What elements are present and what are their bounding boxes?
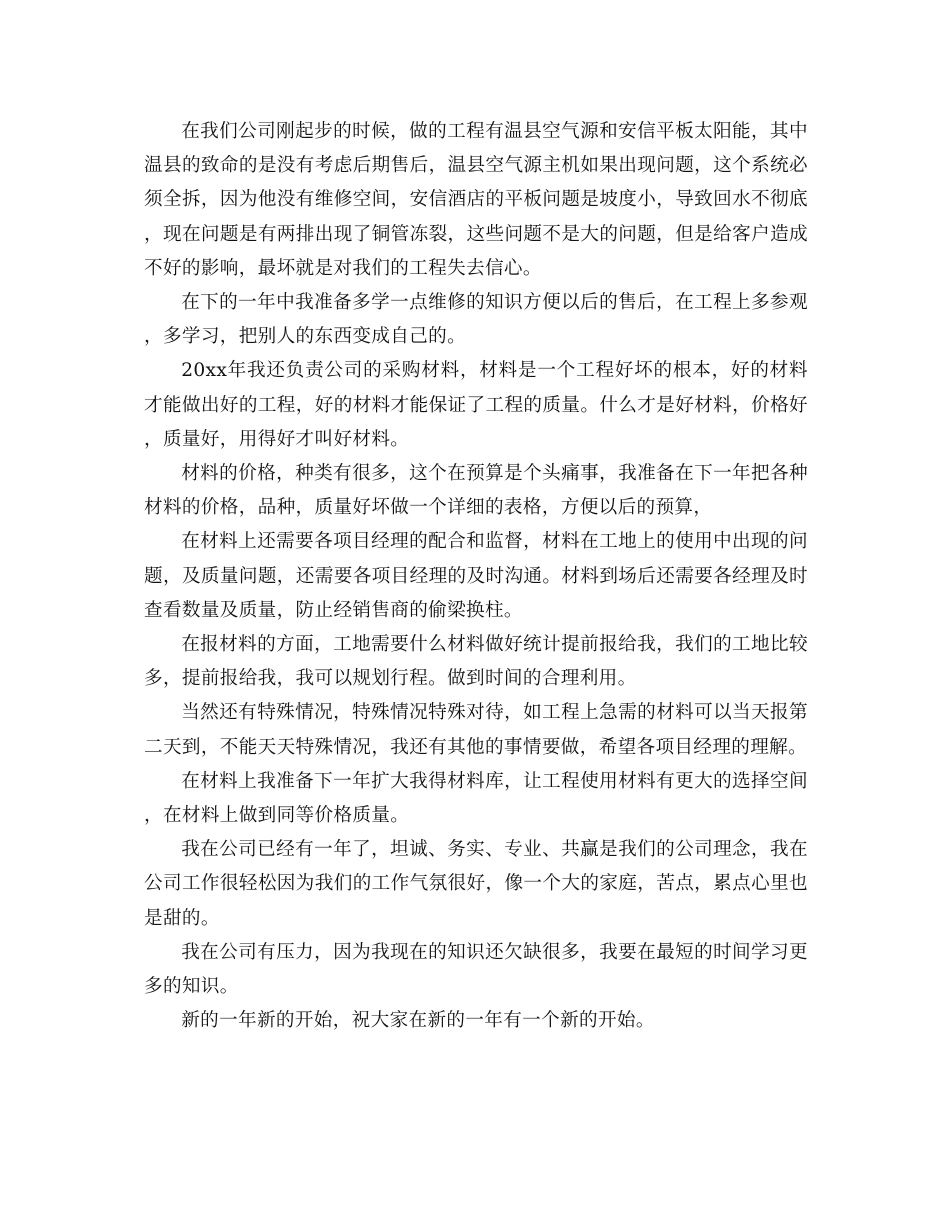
paragraph-5: 在材料上还需要各项目经理的配合和监督，材料在工地上的使用中出现的问题，及质量问题，还需要各项目经理的及时沟通。材料到场后还需要各经理及时查看数量及质量，防止经销售商的偷梁换柱。	[144, 531, 808, 621]
paragraph-9: 我在公司已经有一年了，坦诚、务实、专业、共赢是我们的公司理念，我在公司工作很轻松因为我们的工作气氛很好，像一个大的家庭，苦点，累点心里也是甜的。	[144, 839, 808, 929]
paragraph-10: 我在公司有压力，因为我现在的知识还欠缺很多，我要在最短的时间学习更多的知识。	[144, 941, 808, 998]
paragraph-8: 在材料上我准备下一年扩大我得材料库，让工程使用材料有更大的选择空间，在材料上做到同等价格质量。	[144, 770, 808, 827]
paragraph-1: 在我们公司刚起步的时候，做的工程有温县空气源和安信平板太阳能，其中温县的致命的是没有考虑后期售后，温县空气源主机如果出现问题，这个系统必须全拆，因为他没有维修空间，安信酒店的平板问题是坡度小，导致回水不彻底，现在问题是有两排出现了铜管冻裂，这些问题不是大的问题，但是给客户造成不好的影响，最坏就是对我们的工程失去信心。	[144, 121, 808, 279]
paragraph-4: 材料的价格，种类有很多，这个在预算是个头痛事，我准备在下一年把各种材料的价格，品种，质量好坏做一个详细的表格，方便以后的预算，	[144, 463, 808, 519]
paragraph-3: 20xx年我还负责公司的采购材料，材料是一个工程好坏的根本，好的材料才能做出好的工程，好的材料才能保证了工程的质量。什么才是好材料，价格好，质量好，用得好才叫好材料。	[144, 360, 808, 450]
paragraph-6: 在报材料的方面，工地需要什么材料做好统计提前报给我，我们的工地比较多，提前报给我，我可以规划行程。做到时间的合理利用。	[144, 634, 808, 690]
paragraph-7: 当然还有特殊情况，特殊情况特殊对待，如工程上急需的材料可以当天报第二天到，不能天天特殊情况，我还有其他的事情要做，希望各项目经理的理解。	[144, 702, 808, 758]
document-body	[144, 115, 808, 1038]
paragraph-11: 新的一年新的开始，祝大家在新的一年有一个新的开始。	[181, 1010, 655, 1032]
paragraph-2: 在下的一年中我准备多学一点维修的知识方便以后的售后，在工程上多参观，多学习，把别人的东西变成自己的。	[144, 292, 808, 348]
